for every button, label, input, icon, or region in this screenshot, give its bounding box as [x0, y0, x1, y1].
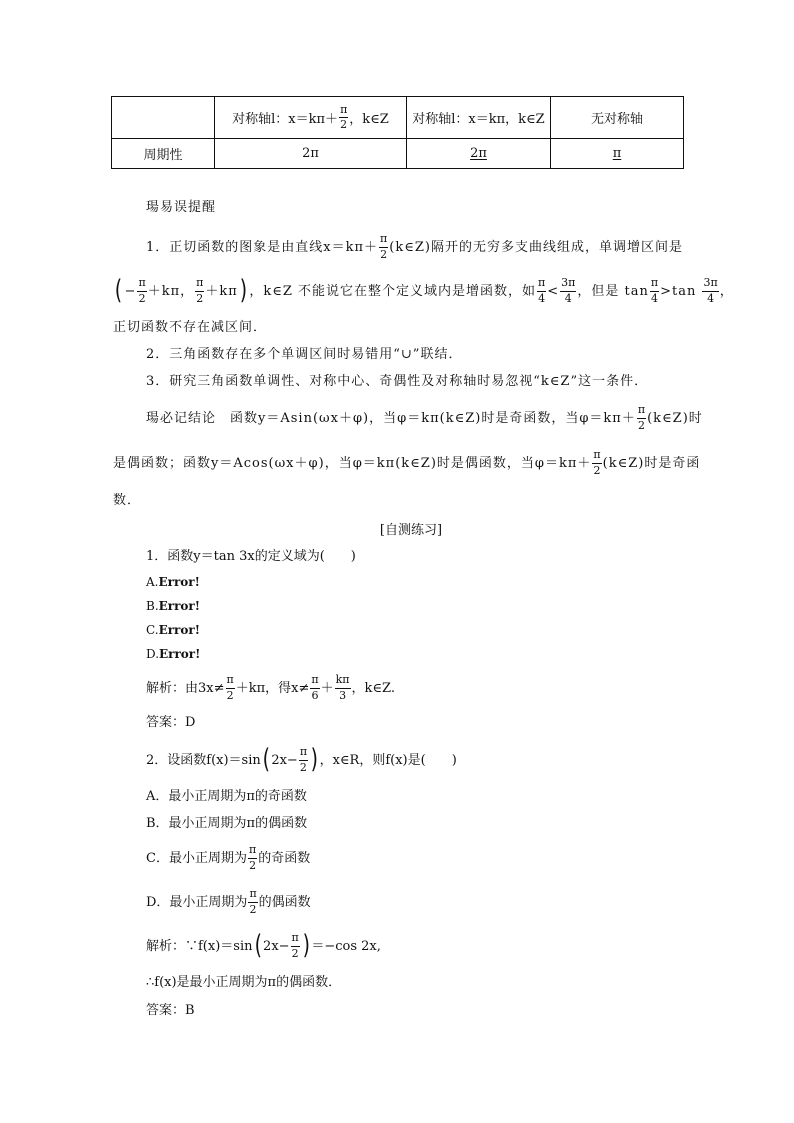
- text-run: A.: [146, 575, 159, 589]
- fraction-denominator: 2: [138, 291, 146, 305]
- fraction-numerator: π: [379, 233, 388, 247]
- text-run: 是偶函数；函数y＝Acos(ωx＋φ)，当φ＝kπ(k∈Z)时是偶函数，当φ＝kπ＋: [113, 455, 592, 471]
- text-run: 解析：∵f(x)＝sin: [146, 938, 253, 954]
- fraction-denominator: 2: [226, 688, 234, 702]
- text-run: 2．三角函数存在多个单调区间时易错用“∪”联结．: [146, 346, 463, 362]
- table-cell: [112, 139, 215, 169]
- fraction-numerator: π: [537, 277, 546, 291]
- text-run: 对称轴l：x＝kπ，k∈Z: [412, 112, 545, 127]
- text-run: 的偶函数: [258, 894, 311, 910]
- fraction: [291, 932, 300, 959]
- text-run: 正切函数不存在减区间．: [113, 319, 268, 335]
- text-run: 2．设函数f(x)＝sin: [146, 752, 261, 768]
- text-run: ，k∈Z 不能说它在整个定义域内是增函数，如: [249, 283, 536, 299]
- fraction: [560, 277, 576, 304]
- period-value-cell: [407, 146, 550, 161]
- text-run: 2x−: [271, 752, 298, 768]
- text-run: A．最小正周期为π的奇函数: [146, 788, 307, 804]
- text-run: ，: [719, 283, 734, 299]
- question-2-analysis: [146, 928, 381, 964]
- table-row: [112, 139, 684, 169]
- text-run: 周期性: [143, 148, 183, 163]
- text-run: D.: [146, 647, 160, 661]
- text-run: ，k∈Z: [349, 112, 389, 127]
- tip-1-line-2: [113, 273, 734, 309]
- underlined-text: 2π: [470, 146, 487, 161]
- text-run: ，但是 tan: [577, 283, 649, 299]
- text-run: 3．研究三角函数单调性、对称中心、奇偶性及对称轴时易忽视“k∈Z”这一条件．: [146, 373, 649, 389]
- text-run: <: [547, 283, 560, 299]
- conclusion-line-3: [113, 482, 141, 518]
- text-run: C.: [146, 623, 159, 637]
- fraction-denominator: 2: [196, 291, 204, 305]
- text-run: 1．正切函数的图象是由直线x＝kπ＋: [146, 239, 379, 255]
- question-2-answer: [146, 992, 195, 1028]
- bold-text: Error!: [158, 599, 201, 613]
- fraction-denominator: 2: [291, 946, 299, 960]
- text-run: 数．: [113, 492, 142, 508]
- fraction-numerator: π: [650, 277, 659, 291]
- fraction-numerator: π: [592, 449, 601, 463]
- symmetry-axis-cell: [407, 108, 550, 127]
- fraction-denominator: 2: [249, 902, 257, 916]
- fraction: [248, 844, 257, 871]
- text-run: ，k∈Z.: [351, 680, 395, 696]
- text-run: (k∈Z)时: [647, 410, 703, 426]
- text-run: B.: [146, 599, 159, 613]
- text-run: C．最小正周期为: [146, 850, 247, 866]
- fraction: [650, 277, 659, 304]
- text-run: ，x∈R，则f(x)是( ): [319, 752, 457, 768]
- text-run: (k∈Z)隔开的无穷多支曲线组成，单调增区间是: [389, 239, 683, 255]
- period-label-cell: [112, 144, 214, 163]
- tips-heading: 瑒易误提醒: [146, 199, 217, 215]
- fraction-denominator: 2: [380, 247, 388, 261]
- conclusion-line-2: [113, 445, 700, 481]
- text-run: 答案：B: [146, 1002, 195, 1018]
- text-run: 2x−: [263, 938, 290, 954]
- period-value-cell: [551, 146, 683, 161]
- underlined-text: π: [612, 146, 622, 161]
- fraction: [195, 277, 204, 304]
- fraction: [537, 277, 546, 304]
- text-run: ＋kπ，得x≠: [235, 680, 310, 696]
- fraction-denominator: 4: [564, 291, 572, 305]
- large-parenthesis: ): [302, 929, 310, 961]
- fraction-denominator: 4: [538, 291, 546, 305]
- table-cell: [551, 97, 684, 139]
- text-run: 对称轴l：x＝kπ＋: [232, 112, 339, 127]
- period-value-cell: [215, 146, 406, 161]
- fraction: [248, 888, 257, 915]
- large-parenthesis: (: [254, 929, 262, 961]
- table-cell: [407, 97, 551, 139]
- fraction: [592, 449, 601, 476]
- fraction-denominator: 2: [637, 418, 645, 432]
- text-run: 瑒必记结论: [146, 410, 217, 426]
- text-run: 答案：D: [146, 714, 196, 730]
- table-cell: [407, 139, 551, 169]
- fraction-numerator: kπ: [335, 674, 351, 688]
- fraction-denominator: 4: [707, 291, 715, 305]
- table-row: [112, 97, 684, 139]
- fraction-numerator: π: [291, 932, 300, 946]
- fraction-numerator: π: [195, 277, 204, 291]
- fraction: [379, 233, 388, 260]
- text-run: ＋kπ: [205, 283, 238, 299]
- fraction-denominator: 3: [339, 688, 347, 702]
- text-run: 无对称轴: [590, 112, 643, 127]
- question-2-option-c: [146, 840, 310, 876]
- text-run: −: [124, 283, 137, 299]
- bold-text: Error!: [158, 623, 200, 637]
- fraction: [299, 746, 308, 773]
- fraction: [335, 674, 351, 701]
- text-run: ＋kπ，: [147, 283, 195, 299]
- text-run: (k∈Z)时是奇函: [602, 455, 701, 471]
- fraction-denominator: 2: [593, 463, 601, 477]
- fraction-numerator: 3π: [560, 277, 576, 291]
- properties-table: [111, 96, 684, 169]
- fraction-numerator: π: [637, 404, 646, 418]
- fraction: [702, 277, 718, 304]
- fraction-denominator: 4: [650, 291, 658, 305]
- text-run: D．最小正周期为: [146, 894, 248, 910]
- text-run: ∴f(x)是最小正周期为π的偶函数．: [146, 974, 342, 990]
- fraction-denominator: 2: [299, 760, 307, 774]
- text-run: 的奇函数: [258, 850, 311, 866]
- text-run: 函数y＝Asin(ωx＋φ)，当φ＝kπ(k∈Z)时是奇函数，当φ＝kπ＋: [216, 410, 636, 426]
- text-run: ＋: [320, 680, 334, 696]
- fraction-numerator: π: [299, 746, 308, 760]
- text-run: >tan: [660, 283, 702, 299]
- fraction-numerator: π: [248, 888, 257, 902]
- no-symmetry-axis-cell: [551, 108, 683, 127]
- tip-1-line-1: [146, 229, 683, 265]
- question-1-answer: [146, 704, 195, 740]
- fraction: [137, 277, 146, 304]
- fraction-numerator: π: [137, 277, 146, 291]
- bold-text: Error!: [158, 575, 200, 589]
- text-run: 2π: [302, 146, 319, 161]
- question-1-option-d: [146, 636, 200, 672]
- table-cell: [215, 139, 407, 169]
- tip-3: [146, 363, 648, 399]
- large-parenthesis: (: [262, 743, 270, 775]
- question-2-stem: [146, 742, 457, 778]
- fraction: [226, 674, 235, 701]
- symmetry-axis-tan-cell: [215, 104, 406, 131]
- table-cell: [551, 139, 684, 169]
- text-run: ＝−cos 2x,: [311, 938, 381, 954]
- fraction-denominator: 2: [249, 858, 257, 872]
- fraction: [310, 674, 319, 701]
- text-run: 解析：由3x≠: [146, 680, 225, 696]
- question-2-option-b: [146, 805, 307, 841]
- fraction-numerator: π: [339, 104, 348, 118]
- large-parenthesis: (: [114, 274, 123, 306]
- fraction-denominator: 2: [340, 118, 348, 131]
- fraction: [637, 404, 646, 431]
- question-2-option-d: [146, 884, 311, 920]
- table-cell: [215, 97, 407, 139]
- large-parenthesis: ): [310, 743, 319, 775]
- fraction-numerator: π: [248, 844, 257, 858]
- text-run: B．最小正周期为π的偶函数: [146, 815, 308, 831]
- fraction-denominator: 6: [311, 688, 319, 702]
- fraction-numerator: π: [226, 674, 235, 688]
- question-1-analysis: [146, 670, 395, 706]
- self-test-heading: [自测练习]: [379, 522, 443, 538]
- large-parenthesis: ): [239, 274, 248, 306]
- fraction: [339, 104, 348, 131]
- text-run: 1．函数y＝tan 3x的定义域为( ): [146, 548, 356, 564]
- conclusion-line-1: [146, 400, 703, 436]
- fraction-numerator: π: [310, 674, 319, 688]
- bold-text: Error!: [159, 647, 201, 661]
- fraction-numerator: 3π: [702, 277, 718, 291]
- table-cell-empty: [112, 97, 215, 139]
